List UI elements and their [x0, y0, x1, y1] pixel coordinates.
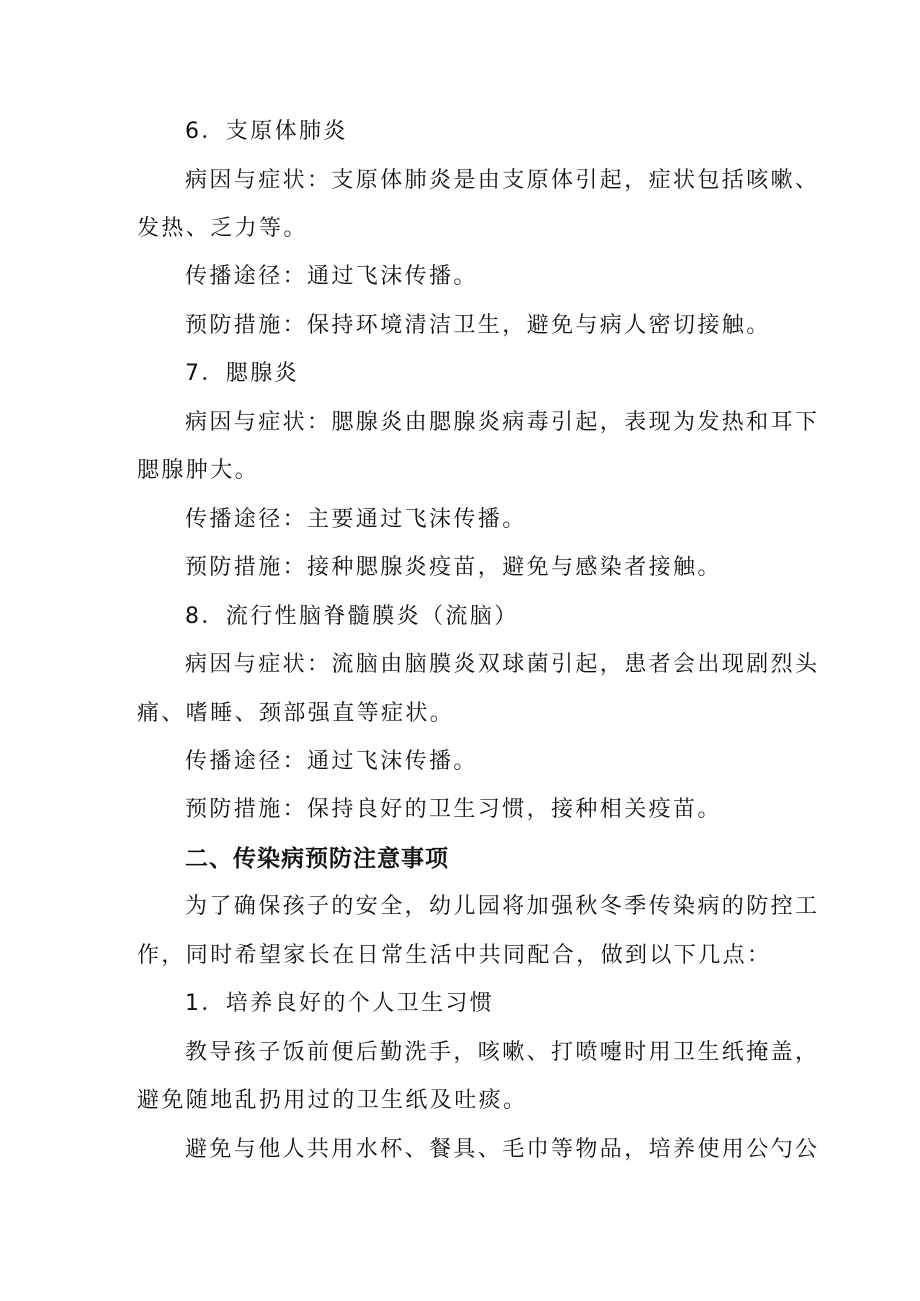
- paragraph-line: 为了确保孩子的安全，幼儿园将加强秋冬季传染病的防控工: [185, 894, 820, 919]
- paragraph-line: 预防措施：接种腮腺炎疫苗，避免与感染者接触。: [185, 555, 722, 580]
- subsection-heading-mycoplasma: 6．支原体肺炎: [185, 119, 348, 144]
- paragraph-line: 痛、嗜睡、颈部强直等症状。: [137, 701, 455, 726]
- subsection-heading-hygiene: 1．培养良好的个人卫生习惯: [185, 991, 495, 1016]
- section-heading-prevention: 二、传染病预防注意事项: [185, 846, 449, 872]
- paragraph-line: 预防措施：保持良好的卫生习惯，接种相关疫苗。: [185, 797, 722, 822]
- paragraph-line: 教导孩子饭前便后勤洗手，咳嗽、打喷嚏时用卫生纸掩盖，: [185, 1040, 820, 1065]
- subsection-heading-meningitis: 8．流行性脑脊髓膜炎（流脑）: [185, 604, 519, 629]
- paragraph-line: 病因与症状：腮腺炎由腮腺炎病毒引起，表现为发热和耳下: [185, 410, 820, 435]
- paragraph-line: 作，同时希望家长在日常生活中共同配合，做到以下几点：: [137, 943, 772, 968]
- paragraph-line: 腮腺肿大。: [137, 458, 260, 483]
- paragraph-line: 病因与症状：流脑由脑膜炎双球菌引起，患者会出现剧烈头: [185, 652, 820, 677]
- paragraph-line: 避免与他人共用水杯、餐具、毛巾等物品，培养使用公勺公: [185, 1137, 820, 1162]
- paragraph-line: 发热、乏力等。: [137, 216, 308, 241]
- paragraph-line: 传播途径：通过飞沫传播。: [185, 749, 478, 774]
- paragraph-line: 传播途径：通过飞沫传播。: [185, 264, 478, 289]
- paragraph-line: 预防措施：保持环境清洁卫生，避免与病人密切接触。: [185, 313, 771, 338]
- paragraph-line: 传播途径：主要通过飞沫传播。: [185, 507, 527, 532]
- paragraph-line: 避免随地乱扔用过的卫生纸及吐痰。: [137, 1088, 528, 1113]
- paragraph-line: 病因与症状：支原体肺炎是由支原体引起，症状包括咳嗽、: [185, 168, 820, 193]
- subsection-heading-mumps: 7．腮腺炎: [185, 361, 299, 386]
